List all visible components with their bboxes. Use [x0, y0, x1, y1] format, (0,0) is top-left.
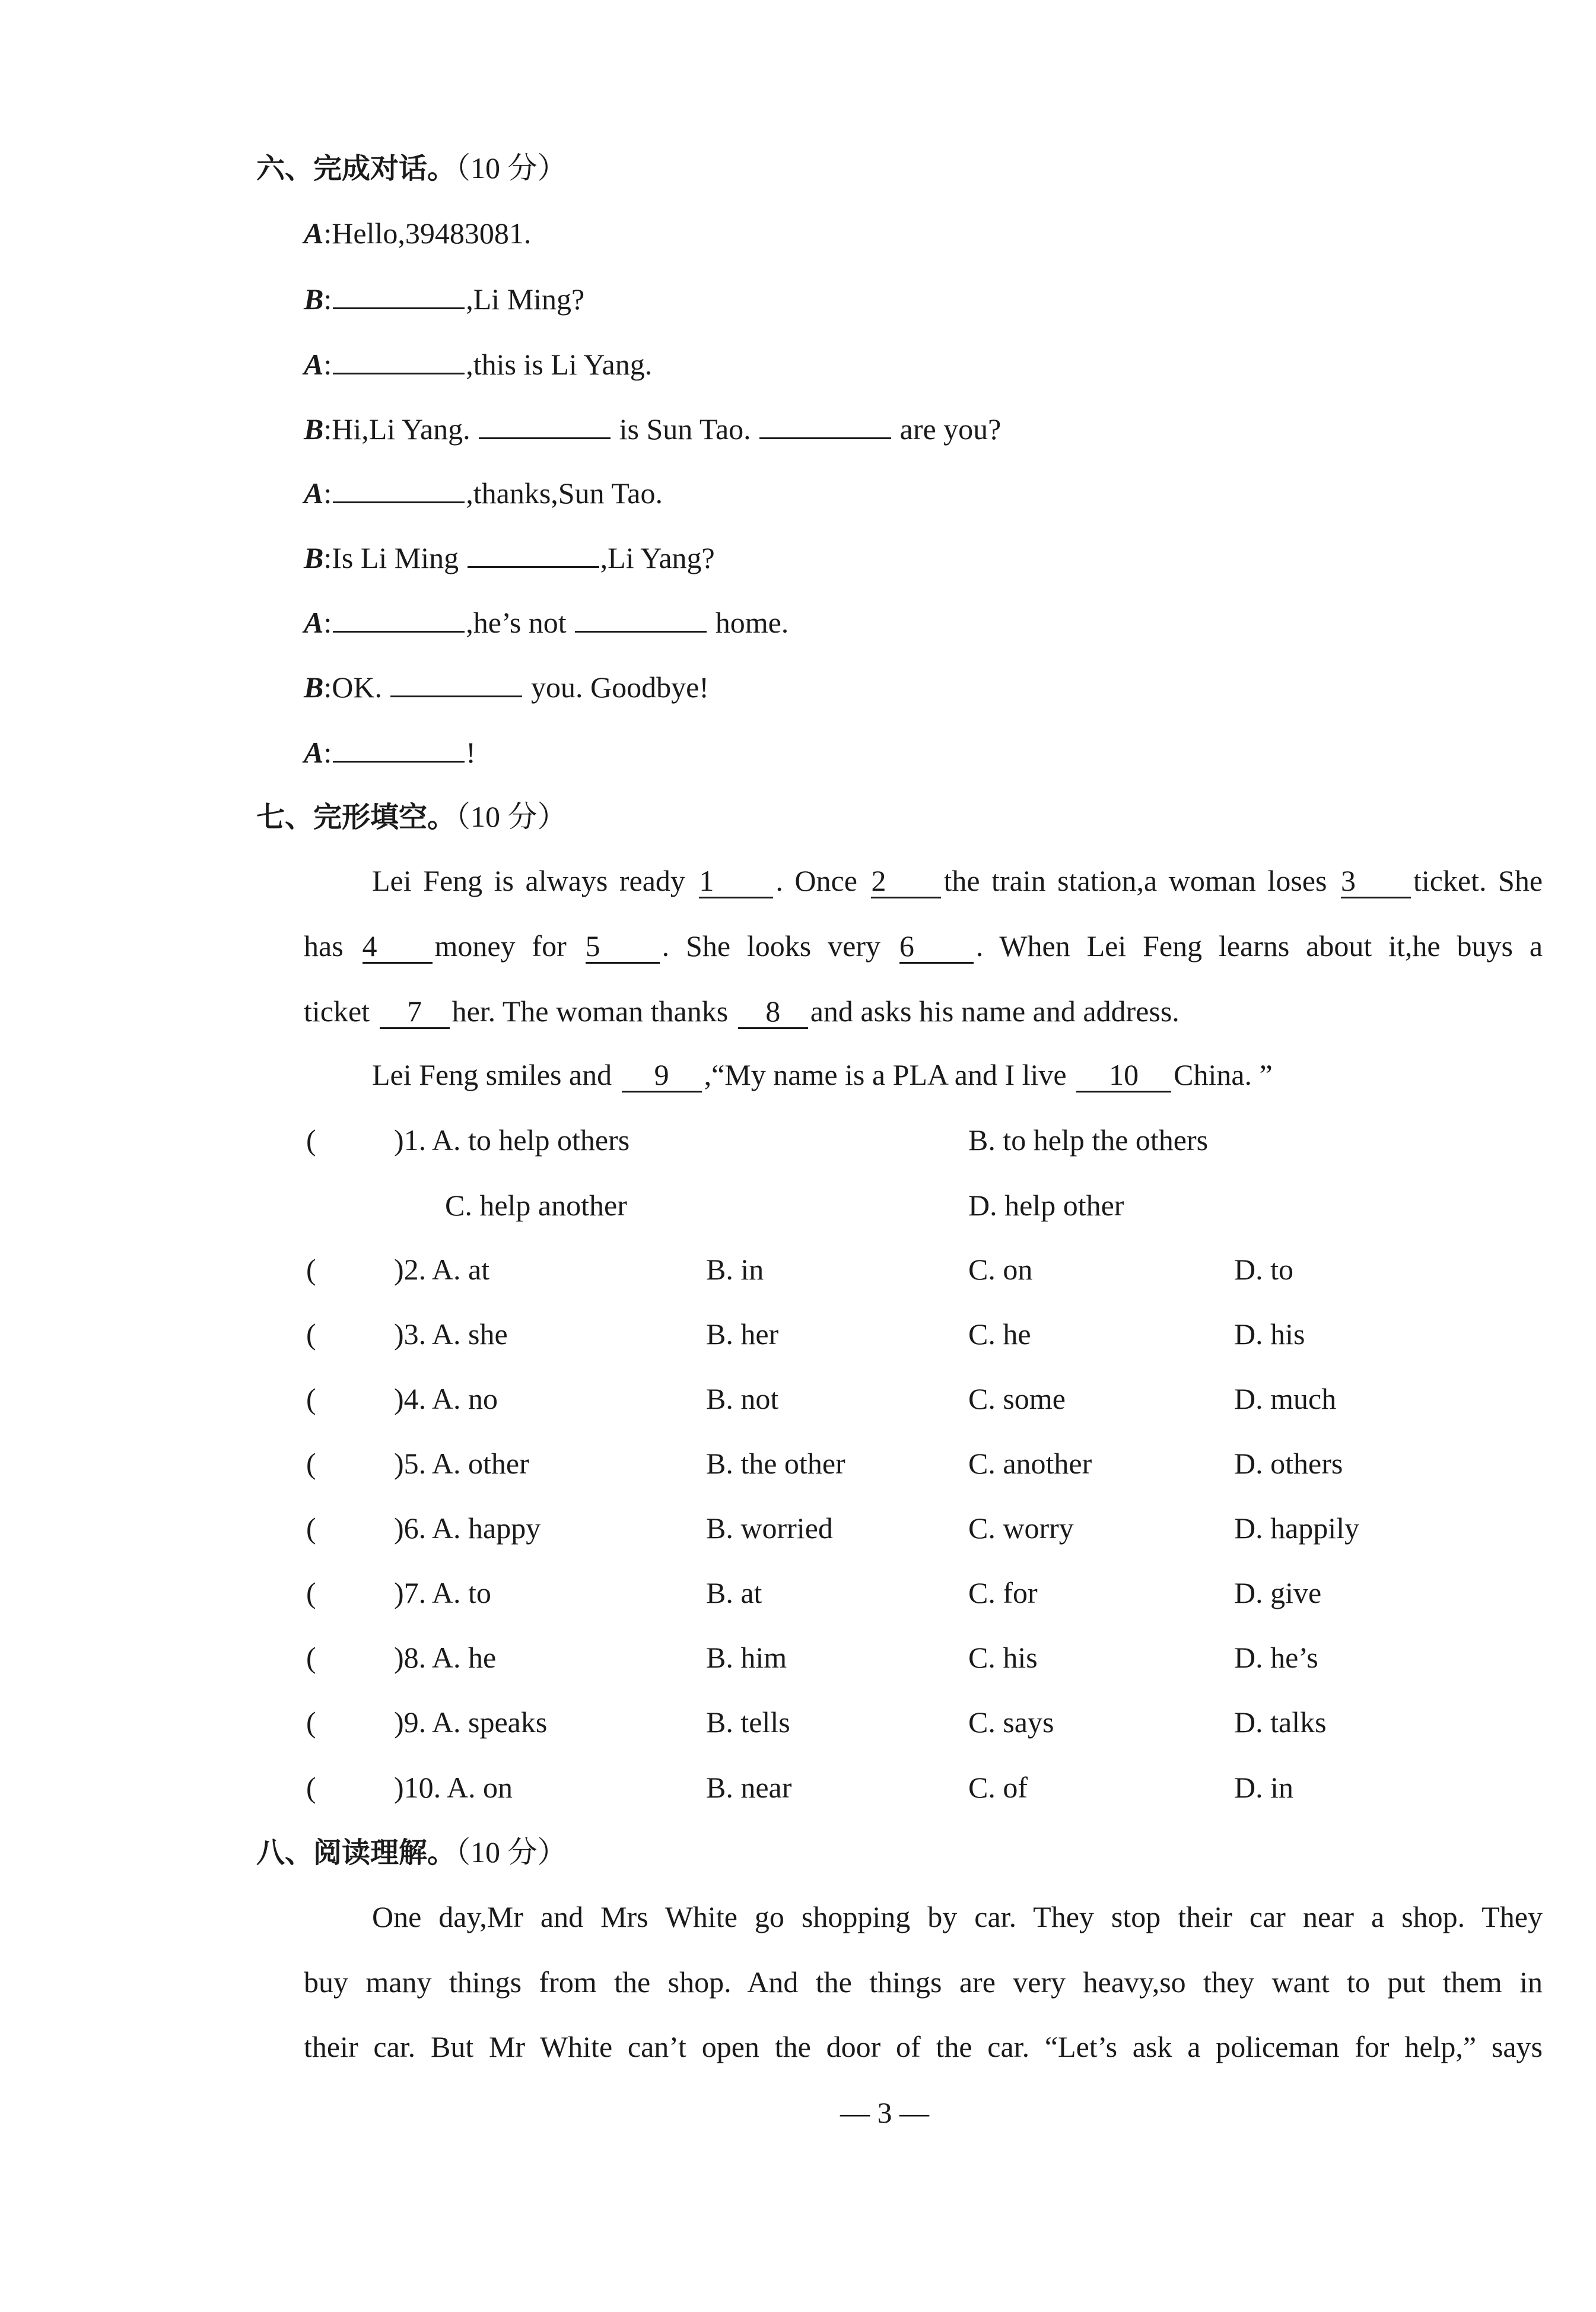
- option-b: B. her: [706, 1317, 779, 1351]
- dialogue-line: B:Is Li Ming ,Li Yang?: [304, 541, 715, 574]
- option-a: )3. A. she: [394, 1317, 508, 1351]
- option-d: D. help other: [968, 1189, 1124, 1222]
- answer-paren[interactable]: (: [306, 1771, 316, 1804]
- dialogue-line: A: !: [304, 736, 476, 769]
- answer-blank[interactable]: [333, 607, 465, 633]
- page-number: — 3 —: [840, 2096, 929, 2129]
- option-a: )4. A. no: [394, 1382, 498, 1415]
- passage-line: has 4 money for 5 . She looks very 6 . When Lei Feng learns about it,he buys a: [304, 929, 1543, 963]
- option-a: )8. A. he: [394, 1641, 497, 1674]
- cloze-blank[interactable]: 7: [380, 996, 450, 1029]
- option-b: B. him: [706, 1641, 787, 1674]
- option-c: C. another: [968, 1447, 1092, 1480]
- answer-paren[interactable]: (: [306, 1253, 316, 1286]
- reading-line: One day,Mr and Mrs White go shopping by car. They stop their car near a shop. They: [372, 1900, 1543, 1933]
- option-a: )7. A. to: [394, 1576, 491, 1609]
- answer-paren[interactable]: (: [306, 1317, 316, 1351]
- section7-points: （10 分）: [456, 800, 567, 833]
- option-c: C. of: [968, 1771, 1028, 1804]
- cloze-blank[interactable]: 5: [586, 931, 660, 964]
- option-c: C. for: [968, 1576, 1038, 1609]
- option-d: D. much: [1234, 1382, 1337, 1415]
- option-c: C. some: [968, 1382, 1066, 1415]
- answer-paren[interactable]: (: [306, 1382, 316, 1415]
- cloze-blank[interactable]: 2: [871, 866, 941, 898]
- speaker: B: [304, 671, 324, 704]
- answer-blank[interactable]: [390, 672, 522, 697]
- section6-heading: [256, 153, 567, 183]
- passage-line: ticket 7 her. The woman thanks 8 and asks his name and address.: [304, 995, 1179, 1028]
- dialogue-line: A:Hello,39483081.: [304, 217, 532, 250]
- cloze-blank[interactable]: 8: [738, 996, 808, 1029]
- option-a: )5. A. other: [394, 1447, 529, 1480]
- cloze-blank[interactable]: 4: [363, 931, 433, 964]
- dialogue-line: B:OK. you. Goodbye!: [304, 671, 709, 704]
- answer-paren[interactable]: (: [306, 1447, 316, 1480]
- option-b: B. not: [706, 1382, 779, 1415]
- option-a: )9. A. speaks: [394, 1706, 548, 1739]
- section8-title: 八、阅读理解。: [256, 1836, 456, 1869]
- answer-paren[interactable]: (: [306, 1641, 316, 1674]
- dialogue-line: A: ,he’s not home.: [304, 606, 789, 639]
- option-d: D. in: [1234, 1771, 1293, 1804]
- option-a: )10. A. on: [394, 1771, 513, 1804]
- answer-blank[interactable]: [333, 284, 465, 309]
- option-b: B. tells: [706, 1706, 790, 1739]
- cloze-blank[interactable]: 6: [899, 931, 974, 964]
- answer-blank[interactable]: [479, 414, 611, 439]
- answer-blank[interactable]: [333, 478, 465, 503]
- answer-paren[interactable]: (: [306, 1123, 316, 1157]
- answer-blank[interactable]: [575, 607, 707, 633]
- option-d: D. talks: [1234, 1706, 1327, 1739]
- dialogue-line: A: ,this is Li Yang.: [304, 348, 653, 381]
- speaker: A: [304, 217, 324, 250]
- cloze-blank[interactable]: 9: [622, 1060, 702, 1093]
- option-c: C. says: [968, 1706, 1054, 1739]
- section6-title: 六、完成对话。: [256, 152, 456, 185]
- passage-line: Lei Feng is always ready 1 . Once 2 the train station,a woman loses 3 ticket. She: [372, 864, 1543, 897]
- option-b: B. the other: [706, 1447, 845, 1480]
- speaker: A: [304, 348, 324, 381]
- option-b: B. at: [706, 1576, 762, 1609]
- option-c: C. on: [968, 1253, 1033, 1286]
- answer-blank[interactable]: [333, 737, 465, 763]
- option-c: C. his: [968, 1641, 1038, 1674]
- speaker: A: [304, 477, 324, 510]
- option-b: B. in: [706, 1253, 764, 1286]
- passage-line: Lei Feng smiles and 9 ,“My name is a PLA and I live 10 China. ”: [372, 1058, 1273, 1091]
- section7-heading: [256, 800, 567, 834]
- speaker: B: [304, 541, 324, 574]
- option-c: C. he: [968, 1317, 1031, 1351]
- section8-heading: [256, 1837, 567, 1867]
- option-a: )1. A. to help others: [394, 1123, 630, 1157]
- option-b: B. to help the others: [968, 1123, 1209, 1157]
- option-d: D. give: [1234, 1576, 1322, 1609]
- speaker: B: [304, 412, 324, 446]
- reading-line: buy many things from the shop. And the things are very heavy,so they want to put them in: [304, 1965, 1543, 1999]
- section8-points: （10 分）: [456, 1835, 567, 1869]
- reading-line: their car. But Mr White can’t open the door of the car. “Let’s ask a policeman for help,” says: [304, 2030, 1543, 2063]
- answer-blank[interactable]: [333, 349, 465, 374]
- option-d: D. he’s: [1234, 1641, 1318, 1674]
- cloze-blank[interactable]: 1: [699, 866, 773, 898]
- option-c: C. help another: [445, 1189, 627, 1222]
- answer-paren[interactable]: (: [306, 1576, 316, 1609]
- section6-points: （10 分）: [456, 151, 567, 185]
- option-d: D. his: [1234, 1317, 1305, 1351]
- speaker: A: [304, 736, 324, 769]
- answer-paren[interactable]: (: [306, 1706, 316, 1739]
- option-d: D. others: [1234, 1447, 1343, 1480]
- dialogue-line: A: ,thanks,Sun Tao.: [304, 477, 663, 510]
- section7-title: 七、完形填空。: [256, 801, 456, 834]
- option-d: D. happily: [1234, 1511, 1360, 1545]
- answer-blank[interactable]: [759, 414, 891, 439]
- dialogue-line: B:Hi,Li Yang. is Sun Tao. are you?: [304, 412, 1002, 446]
- answer-paren[interactable]: (: [306, 1511, 316, 1545]
- option-c: C. worry: [968, 1511, 1074, 1545]
- cloze-blank[interactable]: 10: [1076, 1060, 1171, 1093]
- option-b: B. worried: [706, 1511, 833, 1545]
- option-a: )6. A. happy: [394, 1511, 541, 1545]
- dialogue-line: B: ,Li Ming?: [304, 282, 585, 316]
- cloze-blank[interactable]: 3: [1341, 866, 1411, 898]
- option-d: D. to: [1234, 1253, 1293, 1286]
- speaker: A: [304, 606, 324, 639]
- answer-blank[interactable]: [468, 542, 599, 568]
- option-a: )2. A. at: [394, 1253, 490, 1286]
- option-b: B. near: [706, 1771, 792, 1804]
- speaker: B: [304, 282, 324, 316]
